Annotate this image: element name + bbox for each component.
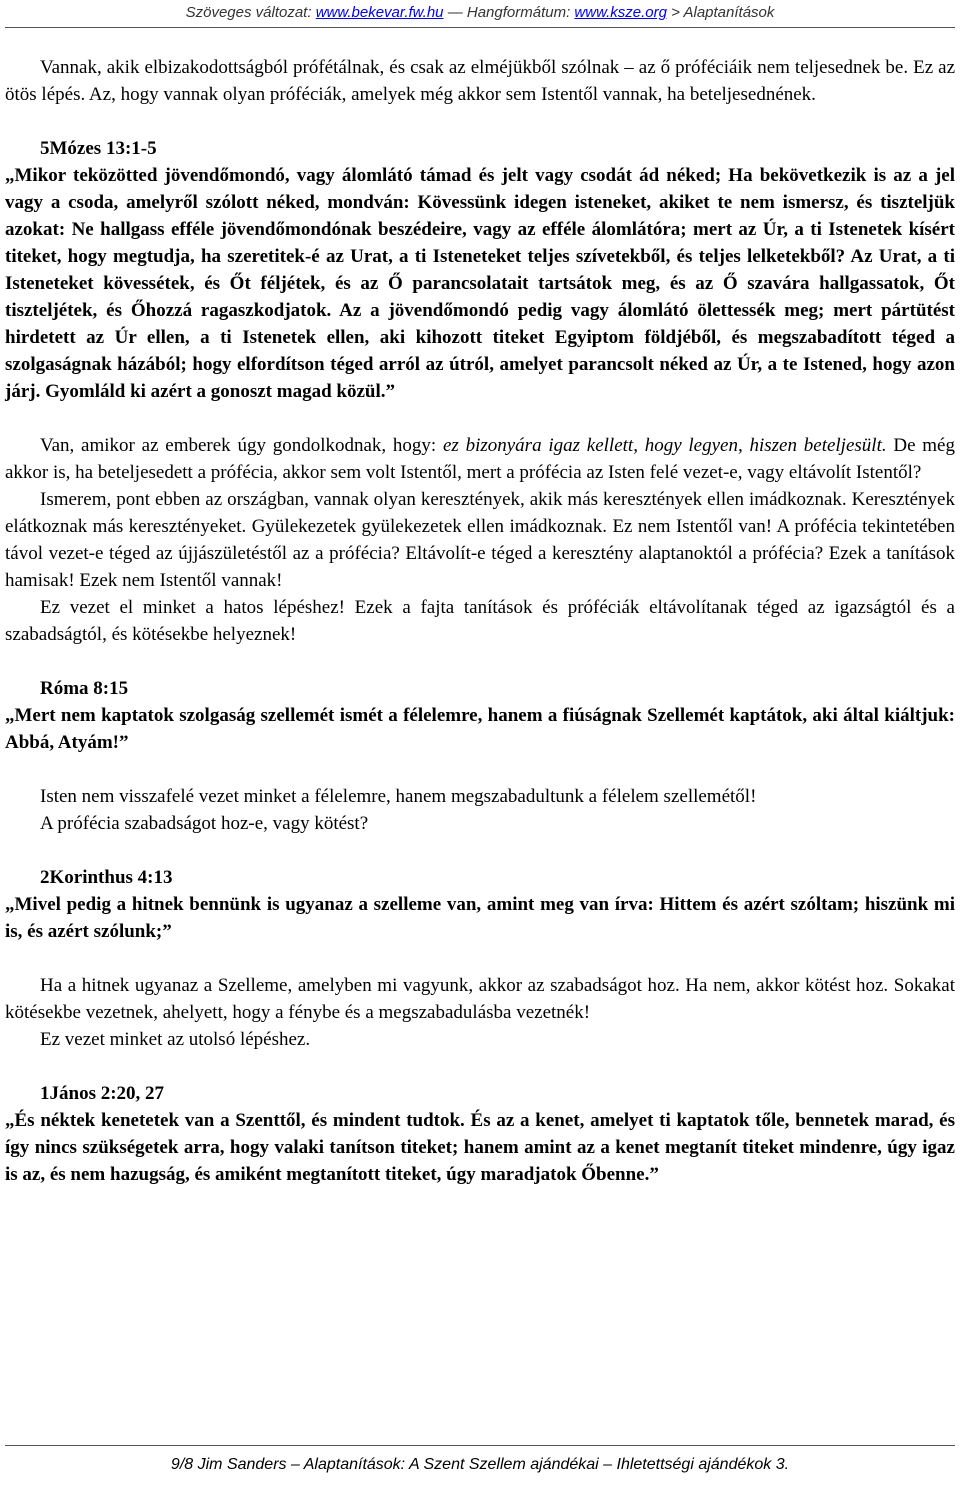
scripture-reference-3: 2Korinthus 4:13 xyxy=(40,867,173,888)
scripture-reference-2: Róma 8:15 xyxy=(40,678,129,699)
paragraph-fulfilled-b: De még akkor is, ha beteljesedett a prófécia, akkor sem volt Istentől, mert a prófécia az Isten felé vezet-e, vagy eltávolít Istentől? xyxy=(5,435,955,483)
paragraph-intro: Vannak, akik elbizakodottságból prófétálnak, és csak az elméjükből szólnak – az ő próféciáik nem teljesednek be. Ez az ötös lépés. Az, hogy vannak olyan próféciák, amelyek még akkor sem Istentől vannak, ha beteljesednének. xyxy=(5,57,955,105)
paragraph-spirit-of-faith: Ha a hitnek ugyanaz a Szelleme, amelyben mi vagyunk, akkor az szabadságot hoz. Ha nem, akkor kötést hoz. Sokakat kötésekbe vezetnek, ahelyett, hogy a fénybe és a megszabadulásba vezetnék! xyxy=(5,975,955,1023)
paragraph-fulfilled-italic: ez bizonyára igaz kellett, hogy legyen, hiszen beteljesült. xyxy=(442,435,887,456)
header-divider xyxy=(5,27,955,28)
footer-divider xyxy=(5,1445,955,1446)
paragraph-fulfilled xyxy=(5,432,955,486)
scripture-reference-1: 5Mózes 13:1-5 xyxy=(40,138,157,159)
header-suffix: > Alaptanítások xyxy=(666,4,775,21)
paragraph-last-step: Ez vezet minket az utolsó lépéshez. xyxy=(40,1029,311,1050)
page-footer xyxy=(0,1453,960,1477)
paragraph-fear: Isten nem visszafelé vezet minket a félelemre, hanem megszabadultunk a félelem szellemétől! xyxy=(40,786,757,807)
document-body xyxy=(5,54,955,1188)
paragraph-freedom-question: A prófécia szabadságot hoz-e, vagy kötést? xyxy=(40,813,369,834)
scripture-quote-1: „Mikor teközötted jövendőmondó, vagy álomlátó támad és jelt vagy csodát ád néked; Ha bekövetkezik is az a jel vagy a csoda, amelyről szólott néked, mondván: Kövessünk idegen isteneket, akiket te nem ismersz, és tiszteljük azokat: Ne hallgass efféle jövendőmondónak beszédeire, vagy az efféle álomlátóra; mert az Úr, a ti Istenetek kísért titeket, hogy megtudja, ha szeretitek-é az Urat, a ti Isteneteket teljes szívetekből, és teljes lelketekből? Az Urat, a ti Isteneteket kövessétek, és Őt féljétek, és az Ő parancsolatait tartsátok meg, és az Ő szavára hallgassatok, Őt tiszteljétek, és Őhozzá ragaszkodjatok. Az a jövendőmondó pedig vagy álomlátó ölettessék meg; mert pártütést hirdetett az Úr ellen, a ti Istenetek ellen, aki kihozott titeket Egyiptom földjéből, és megszabadított téged a szolgaságnak házából; hogy elfordítson téged arról az útról, amelyet parancsolt néked az Úr, a te Istened, hogy azon járj. Gyomláld ki azért a gonoszt magad közül.” xyxy=(5,165,955,402)
header-prefix: Szöveges változat: xyxy=(185,4,316,21)
scripture-reference-4: 1János 2:20, 27 xyxy=(40,1083,165,1104)
header-separator: — Hangformátum: xyxy=(443,4,575,21)
paragraph-fulfilled-a: Van, amikor az emberek úgy gondolkodnak, hogy: xyxy=(40,435,443,456)
paragraph-christians: Ismerem, pont ebben az országban, vannak olyan keresztények, akik más keresztények ellen imádkoznak. Keresztények elátkoznak más keresztényeket. Gyülekezetek gyülekezetek ellen imádkoznak. Ez nem Istentől van! A prófécia tekintetében távol vezet-e téged az újjászületéstől az a prófécia? Eltávolít-e téged a keresztény alaptanoktól a prófécia? Ezek a tanítások hamisak! Ezek nem Istentől vannak! xyxy=(5,489,955,591)
ksze-link[interactable]: www.ksze.org xyxy=(574,4,667,21)
bekevar-link[interactable]: www.bekevar.fw.hu xyxy=(315,4,444,21)
paragraph-step-six: Ez vezet el minket a hatos lépéshez! Ezek a fajta tanítások és próféciák eltávolítanak téged az igazságtól és a szabadságtól, és kötésekbe helyeznek! xyxy=(5,597,955,645)
footer-text: 9/8 Jim Sanders – Alaptanítások: A Szent Szellem ajándékai – Ihletettségi ajándékok 3. xyxy=(170,1456,790,1473)
scripture-quote-2: „Mert nem kaptatok szolgaság szellemét ismét a félelemre, hanem a fiúságnak Szellemét kaptátok, aki által kiáltjuk: Abbá, Atyám!” xyxy=(5,705,955,753)
scripture-quote-3: „Mivel pedig a hitnek bennünk is ugyanaz a szelleme van, amint meg van írva: Hittem és azért szóltam; hiszünk mi is, és azért szólunk;” xyxy=(5,894,955,942)
scripture-quote-4: „És néktek kenetetek van a Szenttől, és mindent tudtok. És az a kenet, amelyet ti kaptatok tőle, bennetek marad, és így nincs szükségetek arra, hogy valaki tanítson titeket; hanem amint az a kenet megtanít titeket mindenre, úgy igaz is az, és nem hazugság, és amiként megtanított titeket, úgy maradjatok Őbenne.” xyxy=(5,1110,955,1185)
page-header xyxy=(0,0,960,30)
